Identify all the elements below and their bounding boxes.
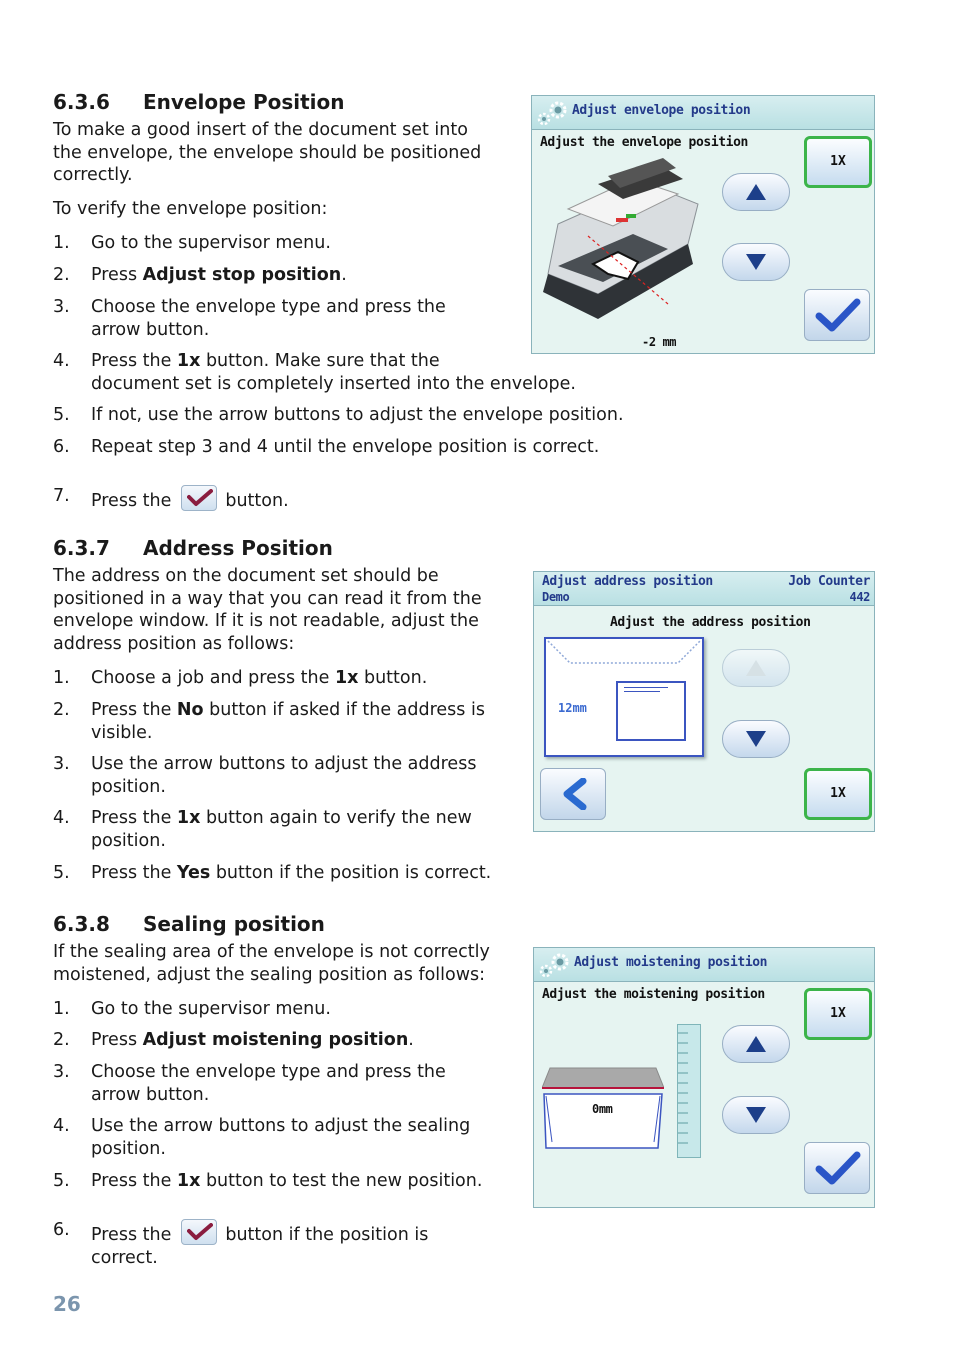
text-line: If the sealing area of the envelope is not correctly bbox=[53, 942, 490, 962]
step-text-post: button. bbox=[225, 491, 289, 511]
checkmark-icon bbox=[181, 485, 217, 511]
step-text bbox=[91, 296, 446, 341]
step-number: 1. bbox=[53, 668, 70, 688]
section-title: Sealing position bbox=[143, 912, 325, 936]
one-x-button[interactable] bbox=[804, 768, 872, 820]
step-text bbox=[91, 485, 289, 513]
address-intro bbox=[53, 565, 482, 655]
step-text-bold: No bbox=[176, 700, 204, 720]
down-arrow-icon bbox=[745, 253, 767, 271]
up-arrow-button[interactable] bbox=[722, 173, 790, 211]
envelope-verify: To verify the envelope position: bbox=[53, 199, 328, 219]
step-number: 7. bbox=[53, 486, 70, 506]
envelope-intro bbox=[53, 119, 481, 187]
job-counter-value: 442 bbox=[849, 590, 870, 604]
job-name: Demo bbox=[542, 590, 570, 604]
checkmark-icon bbox=[815, 1149, 861, 1187]
down-arrow-button[interactable] bbox=[722, 720, 790, 758]
step-text-pre: Choose a job and press the bbox=[91, 668, 335, 688]
step-text: Go to the supervisor menu. bbox=[91, 999, 331, 1019]
down-arrow-button[interactable] bbox=[722, 1096, 790, 1134]
step-text-pre: Press the bbox=[91, 808, 177, 828]
step-text-post: . bbox=[341, 265, 347, 285]
text-line: Choose the envelope type and press the bbox=[91, 297, 446, 317]
step-text-pre: Press the bbox=[91, 491, 172, 511]
step-text-bold: 1x bbox=[176, 351, 201, 371]
page-number: 26 bbox=[53, 1292, 81, 1316]
screen-header bbox=[534, 948, 874, 982]
up-arrow-icon bbox=[745, 183, 767, 201]
step-number: 5. bbox=[53, 405, 70, 425]
step-text-post: button. Make sure that the bbox=[200, 351, 440, 371]
address-window bbox=[616, 681, 686, 741]
step-text bbox=[91, 807, 472, 852]
step-text-post: button again to verify the new bbox=[200, 808, 472, 828]
step-text bbox=[91, 264, 347, 287]
moistening-offset: 0mm bbox=[592, 1102, 613, 1116]
confirm-button[interactable] bbox=[804, 1142, 870, 1194]
address-line bbox=[624, 687, 668, 688]
section-number: 6.3.6 bbox=[53, 90, 110, 114]
moistening-position-screen bbox=[533, 947, 875, 1208]
up-arrow-icon bbox=[745, 1035, 767, 1053]
up-arrow-icon bbox=[745, 659, 767, 677]
sealing-intro bbox=[53, 941, 490, 986]
job-counter-label: Job Counter bbox=[788, 574, 870, 589]
text-line: Choose the envelope type and press the bbox=[91, 1062, 446, 1082]
checkmark-icon bbox=[815, 296, 861, 334]
back-button[interactable] bbox=[540, 768, 606, 820]
down-arrow-button[interactable] bbox=[722, 243, 790, 281]
step-number: 4. bbox=[53, 1116, 70, 1136]
step-text-post: button to test the new position. bbox=[200, 1171, 483, 1191]
step-text-post: button if the position is bbox=[225, 1225, 429, 1245]
section-heading-address bbox=[53, 536, 333, 560]
address-line bbox=[624, 691, 660, 692]
section-title: Address Position bbox=[143, 536, 333, 560]
text-line: envelope window. If it is not readable, adjust the bbox=[53, 611, 479, 632]
step-number: 5. bbox=[53, 1171, 70, 1191]
step-number: 3. bbox=[53, 754, 70, 774]
screen-subtitle: Adjust the moistening position bbox=[542, 987, 765, 1002]
text-line: moistened, adjust the sealing position as follows: bbox=[53, 964, 486, 985]
text-line: Use the arrow buttons to adjust the sealing bbox=[91, 1116, 471, 1136]
one-x-label: 1X bbox=[830, 154, 846, 169]
step-number: 2. bbox=[53, 265, 70, 285]
text-line: arrow button. bbox=[91, 319, 210, 340]
step-text-post: button. bbox=[358, 668, 428, 688]
section-number: 6.3.7 bbox=[53, 536, 110, 560]
step-number: 6. bbox=[53, 437, 70, 457]
up-arrow-button[interactable] bbox=[722, 649, 790, 687]
step-number: 2. bbox=[53, 1030, 70, 1050]
gear-icon bbox=[534, 98, 572, 128]
text-line: correct. bbox=[91, 1247, 158, 1268]
text-line: The address on the document set should be bbox=[53, 566, 439, 586]
step-text-pre: Press the bbox=[91, 1225, 172, 1245]
step-text bbox=[91, 1219, 428, 1269]
step-number: 5. bbox=[53, 863, 70, 883]
step-text bbox=[91, 862, 491, 885]
screen-subtitle: Adjust the envelope position bbox=[540, 135, 748, 150]
inserter-machine-image bbox=[538, 154, 708, 332]
step-text bbox=[91, 1170, 482, 1193]
step-number: 1. bbox=[53, 233, 70, 253]
position-scale bbox=[677, 1024, 701, 1158]
step-text-pre: Press the bbox=[91, 863, 177, 883]
screen-header-title: Adjust address position bbox=[542, 574, 713, 589]
step-number: 3. bbox=[53, 1062, 70, 1082]
back-arrow-icon bbox=[559, 778, 589, 810]
envelope-position-screen bbox=[531, 95, 875, 354]
step-text: Go to the supervisor menu. bbox=[91, 233, 331, 253]
text-line: arrow button. bbox=[91, 1084, 210, 1105]
screen-header bbox=[532, 96, 874, 130]
step-number: 6. bbox=[53, 1220, 70, 1240]
screen-subtitle: Adjust the address position bbox=[610, 615, 811, 630]
step-text-bold: Adjust moistening position bbox=[142, 1030, 409, 1050]
step-text-bold: 1x bbox=[176, 1171, 201, 1191]
down-arrow-icon bbox=[745, 730, 767, 748]
section-title: Envelope Position bbox=[143, 90, 345, 114]
window-offset: 12mm bbox=[558, 701, 587, 715]
step-text-post: button if the position is correct. bbox=[210, 863, 492, 883]
text-line: document set is completely inserted into the envelope. bbox=[91, 373, 576, 394]
step-text bbox=[91, 699, 485, 744]
step-text bbox=[91, 350, 576, 395]
one-x-button[interactable] bbox=[804, 988, 872, 1040]
screen-header bbox=[534, 572, 874, 606]
text-line: position. bbox=[91, 776, 166, 797]
step-text-bold: Yes bbox=[176, 863, 211, 883]
section-heading-sealing bbox=[53, 912, 325, 936]
envelope-flap bbox=[546, 639, 702, 669]
gear-icon bbox=[536, 950, 574, 980]
section-heading-envelope bbox=[53, 90, 345, 114]
step-text-bold: 1x bbox=[176, 808, 201, 828]
step-number: 4. bbox=[53, 808, 70, 828]
position-readout: -2 mm bbox=[642, 335, 677, 349]
step-text-pre: Press bbox=[91, 1030, 143, 1050]
one-x-label: 1X bbox=[830, 786, 846, 801]
text-line: Use the arrow buttons to adjust the address bbox=[91, 754, 477, 774]
envelope-illustration bbox=[544, 637, 704, 757]
text-line: position. bbox=[91, 1138, 166, 1159]
text-line: positioned in a way that you can read it from the bbox=[53, 588, 482, 609]
screen-header-title: Adjust moistening position bbox=[574, 955, 768, 970]
text-line: visible. bbox=[91, 722, 153, 743]
text-line: address position as follows: bbox=[53, 633, 295, 654]
step-text bbox=[91, 753, 476, 798]
section-number: 6.3.8 bbox=[53, 912, 110, 936]
step-text-post: button if asked if the address is bbox=[203, 700, 485, 720]
step-text bbox=[91, 1029, 414, 1052]
step-text-bold: 1x bbox=[334, 668, 359, 688]
text-line: position. bbox=[91, 830, 166, 851]
step-text bbox=[91, 1061, 446, 1106]
step-text-pre: Press bbox=[91, 265, 143, 285]
text-line: the envelope, the envelope should be positioned bbox=[53, 142, 482, 163]
step-text bbox=[91, 1115, 470, 1160]
step-text-pre: Press the bbox=[91, 700, 177, 720]
step-text-pre: Press the bbox=[91, 351, 177, 371]
step-text: Repeat step 3 and 4 until the envelope position is correct. bbox=[91, 437, 600, 457]
confirm-button[interactable] bbox=[804, 289, 870, 341]
scale-ticks bbox=[678, 1025, 699, 1156]
step-number: 4. bbox=[53, 351, 70, 371]
step-text-bold: Adjust stop position bbox=[142, 265, 342, 285]
step-text-pre: Press the bbox=[91, 1171, 177, 1191]
text-line: To make a good insert of the document set into bbox=[53, 120, 468, 140]
one-x-label: 1X bbox=[830, 1006, 846, 1021]
step-text bbox=[91, 667, 427, 690]
step-text: If not, use the arrow buttons to adjust the envelope position. bbox=[91, 405, 624, 425]
one-x-button[interactable] bbox=[804, 136, 872, 188]
text-line: correctly. bbox=[53, 165, 133, 186]
step-number: 3. bbox=[53, 297, 70, 317]
step-text-post: . bbox=[408, 1030, 414, 1050]
step-number: 2. bbox=[53, 700, 70, 720]
down-arrow-icon bbox=[745, 1106, 767, 1124]
checkmark-icon bbox=[181, 1219, 217, 1245]
up-arrow-button[interactable] bbox=[722, 1025, 790, 1063]
screen-header-title: Adjust envelope position bbox=[572, 103, 751, 118]
step-number: 1. bbox=[53, 999, 70, 1019]
address-position-screen bbox=[533, 571, 875, 832]
